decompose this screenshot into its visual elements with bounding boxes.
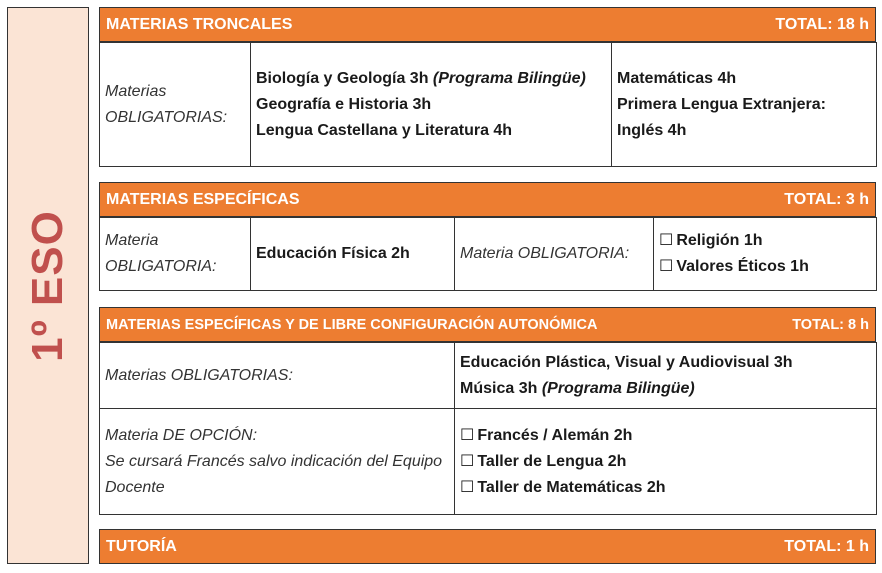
subject-item: Educación Física 2h xyxy=(251,218,455,291)
subject-group-label: Materias OBLIGATORIAS: xyxy=(100,43,251,167)
section-header-especificas xyxy=(99,182,876,217)
subject-list xyxy=(455,343,877,409)
section-libre-configuracion xyxy=(99,307,876,515)
option-religion[interactable]: ☐ Religión 1h xyxy=(659,232,763,249)
section-especificas xyxy=(99,182,876,291)
option-note: Se cursará Francés salvo indicación del Equipo Docente xyxy=(105,452,443,496)
option-list xyxy=(455,409,877,515)
option-list xyxy=(654,218,877,291)
section-header-troncales xyxy=(99,7,876,42)
course-label: 1º ESO xyxy=(23,209,72,362)
troncales-table xyxy=(99,42,877,167)
section-tutoria xyxy=(99,529,876,564)
option-taller-matematicas[interactable]: ☐ Taller de Matemáticas 2h xyxy=(460,478,666,496)
option-valores-eticos[interactable]: ☐ Valores Éticos 1h xyxy=(659,258,809,275)
subject-item: Educación Plástica, Visual y Audiovisual 3h xyxy=(460,353,793,371)
option-frances-aleman[interactable]: ☐ Francés / Alemán 2h xyxy=(460,426,633,444)
section-title: MATERIAS ESPECÍFICAS Y DE LIBRE CONFIGURACIÓN AUTONÓMICA xyxy=(106,316,598,333)
subject-item: Lengua Castellana y Literatura 4h xyxy=(256,121,513,139)
subject-item: Geografía e Historia 3h xyxy=(256,95,432,113)
checkbox-icon[interactable]: ☐ xyxy=(460,426,475,444)
option-label: Materia DE OPCIÓN: xyxy=(105,426,258,444)
subject-group-label: Materias OBLIGATORIAS: xyxy=(100,343,455,409)
section-total: TOTAL: 8 h xyxy=(792,316,869,333)
checkbox-icon[interactable]: ☐ xyxy=(659,232,674,249)
subject-item: Biología y Geología 3h (Programa Bilingüe) xyxy=(256,69,586,87)
course-sidebar xyxy=(7,7,89,564)
section-total: TOTAL: 1 h xyxy=(784,537,869,555)
option-group-label xyxy=(100,409,455,515)
checkbox-icon[interactable]: ☐ xyxy=(460,452,475,470)
section-total: TOTAL: 3 h xyxy=(784,190,869,208)
subject-group-label: Materia OBLIGATORIA: xyxy=(100,218,251,291)
section-title: TUTORÍA xyxy=(106,537,177,555)
libre-table xyxy=(99,342,877,515)
section-title: MATERIAS ESPECÍFICAS xyxy=(106,190,300,208)
subject-group-label: Materia OBLIGATORIA: xyxy=(455,218,654,291)
section-total: TOTAL: 18 h xyxy=(775,15,869,33)
subject-item: Matemáticas 4h xyxy=(617,69,737,87)
option-taller-lengua[interactable]: ☐ Taller de Lengua 2h xyxy=(460,452,627,470)
especificas-table xyxy=(99,217,877,291)
subject-list xyxy=(612,43,877,167)
section-header-libre xyxy=(99,307,876,342)
section-troncales xyxy=(99,7,876,167)
subject-list xyxy=(251,43,612,167)
subject-item: Primera Lengua Extranjera: Inglés 4h xyxy=(617,95,826,139)
checkbox-icon[interactable]: ☐ xyxy=(460,478,475,496)
subject-item: Música 3h (Programa Bilingüe) xyxy=(460,379,695,397)
section-title: MATERIAS TRONCALES xyxy=(106,15,293,33)
checkbox-icon[interactable]: ☐ xyxy=(659,258,674,275)
section-header-tutoria xyxy=(99,529,876,564)
